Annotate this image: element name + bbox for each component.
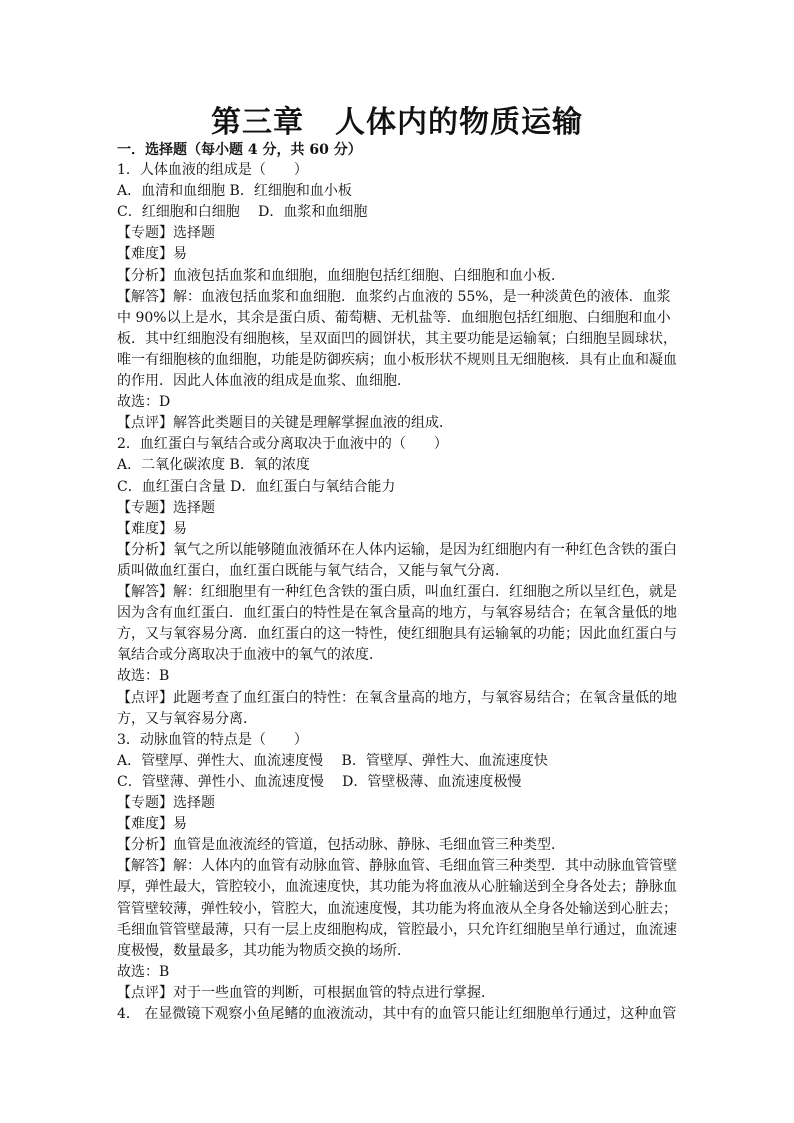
text-line: A．二氧化碳浓度 B．氧的浓度 [117,457,310,474]
text-line: 【分析】血液包括血浆和血细胞，血细胞包括红细胞、白细胞和血小板． [117,267,565,284]
text-line: 【分析】氧气之所以能够随血液循环在人体内运输，是因为红细胞内有一种红色含铁的蛋白 [117,541,677,558]
text-line: 故选：B [117,668,170,685]
text-line: 【点评】对于一些血管的判断，可根据血管的特点进行掌握． [117,984,495,1001]
text-line: 【难度】易 [117,816,187,833]
text-line: 氧结合或分离取决于血液中的氧气的浓度． [117,647,383,664]
text-line: 【专题】选择题 [117,499,215,516]
text-line: C．血红蛋白含量 D．血红蛋白与氧结合能力 [117,478,396,495]
text-line: 【解答】解：红细胞里有一种红色含铁的蛋白质，叫血红蛋白．红细胞之所以呈红色，就是 [117,584,677,600]
text-line: 【点评】解答此类题目的关键是理解掌握血液的组成． [117,415,453,432]
text-line: 1．人体血液的组成是（ ） [117,162,308,178]
text-line: 管管壁较薄，弹性较小，管腔大，血流速度慢，其功能为将血液从全身各处输送到心脏去； [117,900,677,917]
text-line: 3．动脉血管的特点是（ ） [117,731,308,748]
text-line: 2．血红蛋白与氧结合或分离取决于血液中的（ ） [117,436,448,453]
section-heading: 一．选择题（每小题 4 分，共 60 分） [117,142,362,158]
text-line: A．血清和血细胞 B．红细胞和血小板 [117,183,352,200]
text-line: 度极慢，数量最多，其功能为物质交换的场所． [117,942,411,959]
text-line: 方，又与氧容易分离． [117,710,257,727]
text-line: 毛细血管管壁最薄，只有一层上皮细胞构成，管腔最小，只允许红细胞呈单行通过，血流速 [117,921,677,938]
text-line: 的作用．因此人体血液的组成是血浆、血细胞． [117,373,411,389]
text-line: 方，又与氧容易分离．血红蛋白的这一特性，使红细胞具有运输氧的功能；因此血红蛋白与 [117,626,677,643]
text-line: 故选：D [117,394,171,411]
chapter-title: 第三章 人体内的物质运输 [211,105,583,140]
text-line: C．红细胞和白细胞 D．血浆和血细胞 [117,204,368,221]
text-line: 中 90%以上是水，其余是蛋白质、葡萄糖、无机盐等．血细胞包括红细胞、白细胞和血小 [117,309,671,326]
text-line: 质叫做血红蛋白，血红蛋白既能与氧气结合，又能与氧气分离． [117,562,509,579]
text-line: 故选：B [117,963,170,980]
text-line: 【点评】此题考查了血红蛋白的特性：在氧含量高的地方，与氧容易结合；在氧含量低的地 [117,689,677,706]
text-line: 【解答】解：人体内的血管有动脉血管、静脉血管、毛细血管三种类型．其中动脉血管管壁 [117,858,677,875]
text-line: 【解答】解：血液包括血浆和血细胞．血浆约占血液的 55%，是一种淡黄色的液体．血浆 [117,288,671,305]
text-line: 唯一有细胞核的血细胞，功能是防御疾病；血小板形状不规则且无细胞核．具有止血和凝血 [117,351,677,368]
text-line: 板．其中红细胞没有细胞核，呈双面凹的圆饼状，其主要功能是运输氧；白细胞呈圆球状， [117,330,677,347]
text-line: 【难度】易 [117,246,187,263]
text-line: 因为含有血红蛋白．血红蛋白的特性是在氧含量高的地方，与氧容易结合；在氧含量低的地 [117,605,677,622]
text-line: A．管壁厚、弹性大、血流速度慢 B．管壁厚、弹性大、血流速度快 [117,752,548,769]
text-line: C．管壁薄、弹性小、血流速度慢 D．管壁极薄、血流速度极慢 [117,773,522,790]
text-line: 【专题】选择题 [117,795,215,811]
text-line: 【难度】易 [117,520,187,537]
text-line: 4． 在显微镜下观察小鱼尾鳍的血液流动，其中有的血管只能让红细胞单行通过，这种血管 [117,1006,677,1022]
text-line: 厚，弹性最大，管腔较小，血流速度快，其功能为将血液从心脏输送到全身各处去；静脉血 [117,879,677,896]
text-line: 【分析】血管是血液流经的管道，包括动脉、静脉、毛细血管三种类型． [117,837,565,854]
text-line: 【专题】选择题 [117,225,215,242]
